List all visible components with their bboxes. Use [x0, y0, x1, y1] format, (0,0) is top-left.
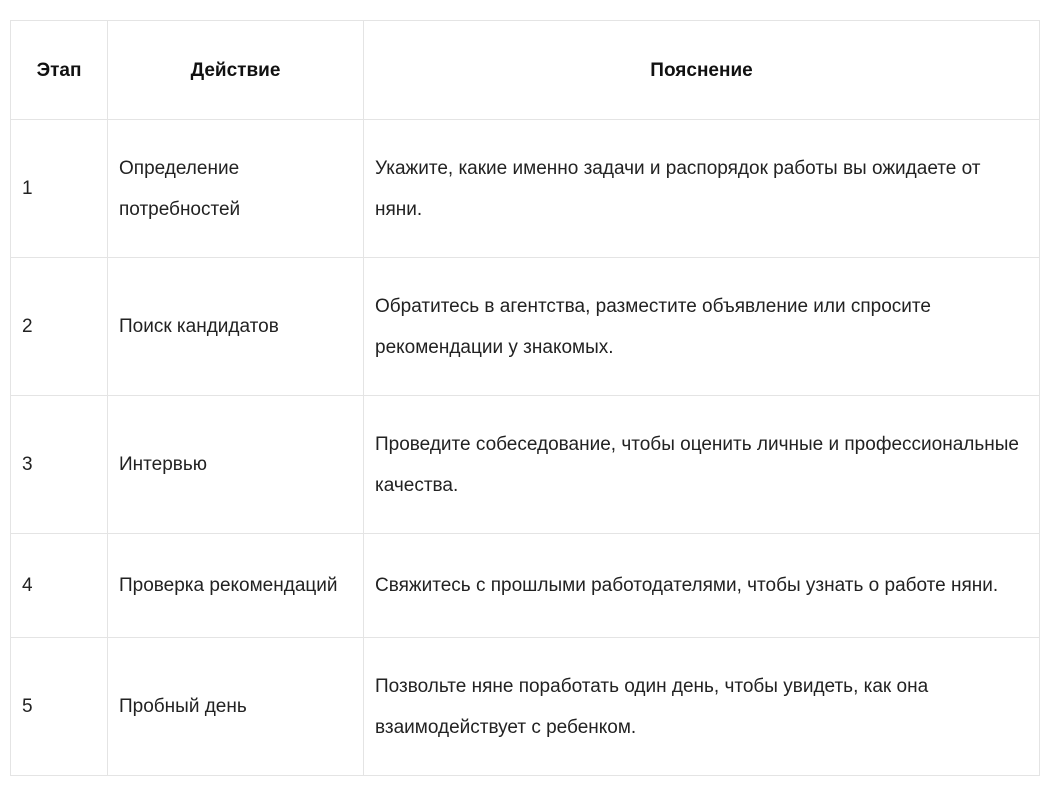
stage-cell: 3 — [11, 396, 108, 534]
explanation-cell: Позвольте няне поработать один день, чтобы увидеть, как она взаимодействует с ребенком. — [364, 638, 1040, 776]
steps-table — [10, 20, 1040, 776]
header-stage: Этап — [11, 21, 108, 120]
table-header — [11, 21, 1040, 120]
header-action: Действие — [108, 21, 364, 120]
table-row — [11, 638, 1040, 776]
action-cell: Поиск кандидатов — [108, 258, 364, 396]
explanation-cell: Свяжитесь с прошлыми работодателями, чтобы узнать о работе няни. — [364, 534, 1040, 638]
table-row — [11, 258, 1040, 396]
stage-cell: 5 — [11, 638, 108, 776]
action-cell: Интервью — [108, 396, 364, 534]
table-row — [11, 534, 1040, 638]
explanation-cell: Обратитесь в агентства, разместите объявление или спросите рекомендации у знакомых. — [364, 258, 1040, 396]
action-cell: Определение потребностей — [108, 120, 364, 258]
stage-cell: 2 — [11, 258, 108, 396]
explanation-cell: Укажите, какие именно задачи и распорядок работы вы ожидаете от няни. — [364, 120, 1040, 258]
table-body — [11, 120, 1040, 776]
action-cell: Пробный день — [108, 638, 364, 776]
table-row — [11, 120, 1040, 258]
action-cell: Проверка рекомендаций — [108, 534, 364, 638]
header-explanation: Пояснение — [364, 21, 1040, 120]
stage-cell: 1 — [11, 120, 108, 258]
table-row — [11, 396, 1040, 534]
stage-cell: 4 — [11, 534, 108, 638]
header-row — [11, 21, 1040, 120]
explanation-cell: Проведите собеседование, чтобы оценить личные и профессиональные качества. — [364, 396, 1040, 534]
